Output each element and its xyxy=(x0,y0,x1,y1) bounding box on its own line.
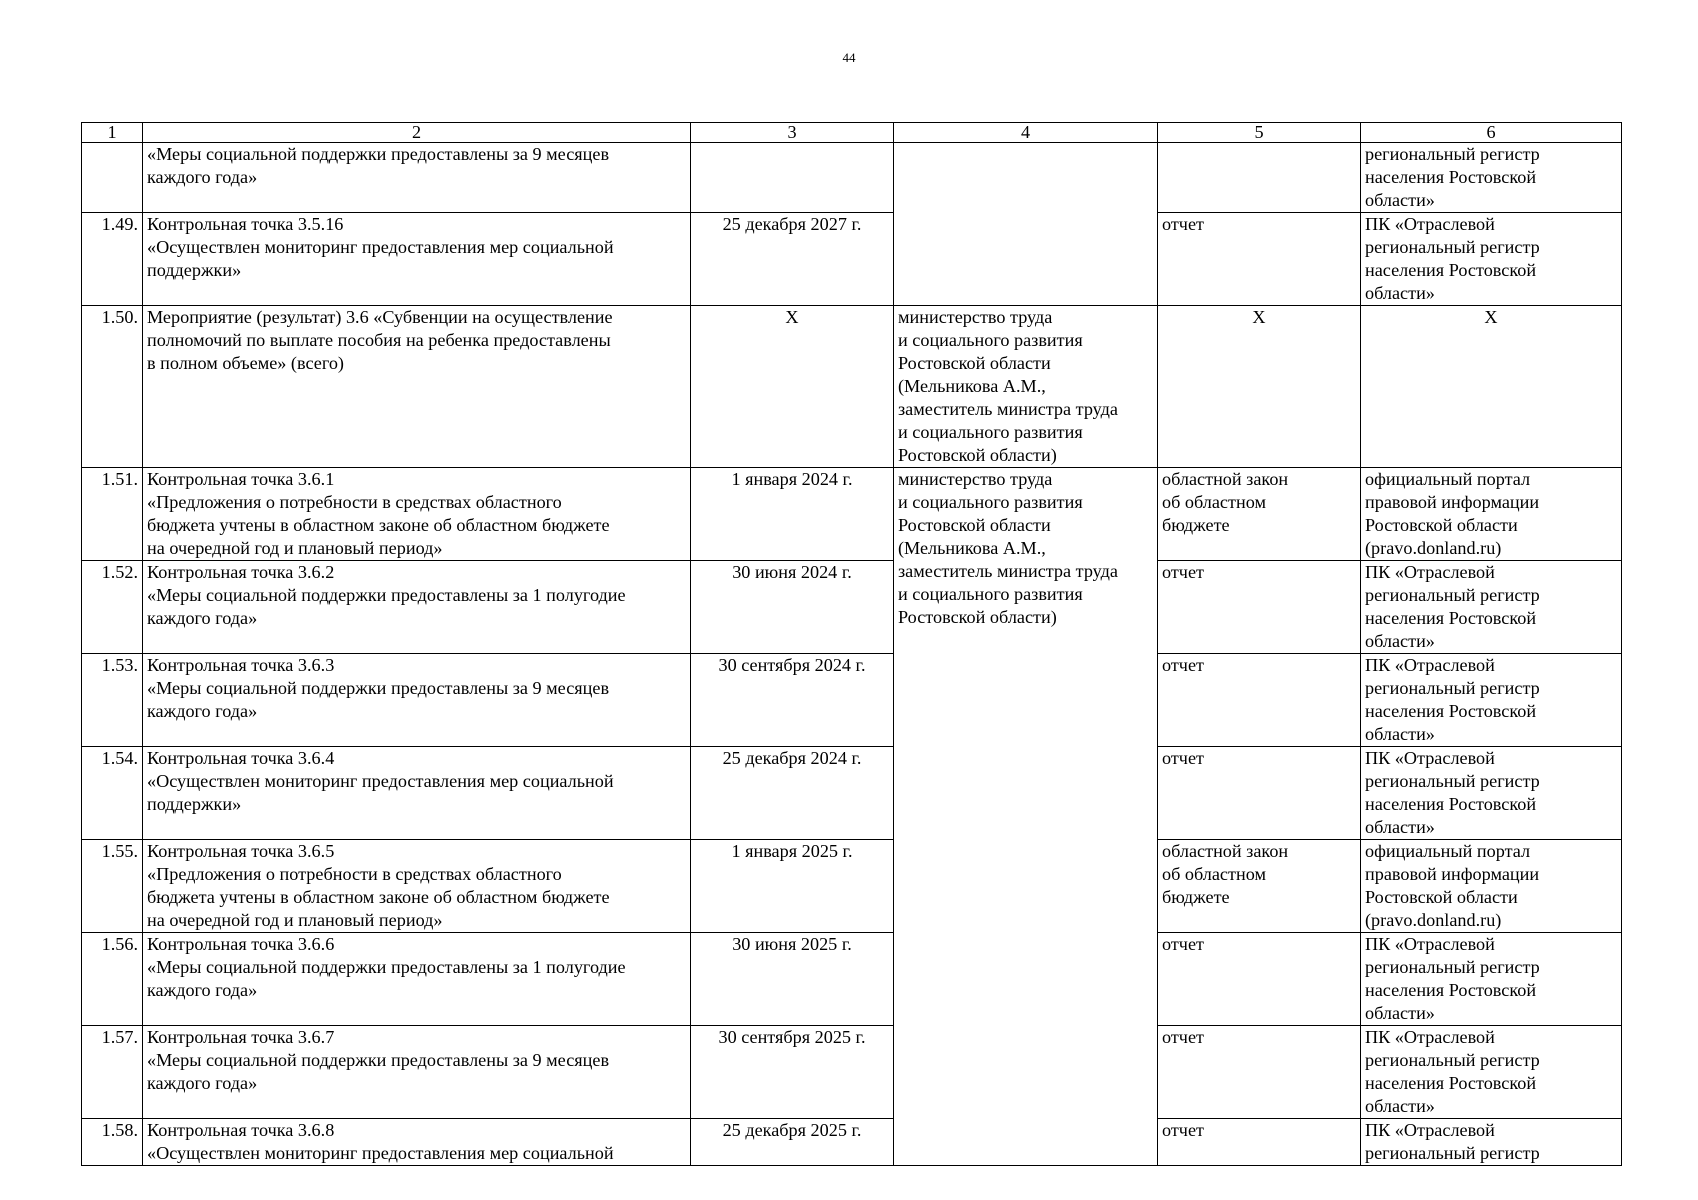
row-number-cell: 1.54. xyxy=(82,747,143,840)
table-row xyxy=(82,143,1622,213)
table-row xyxy=(82,213,1622,306)
column-header: 5 xyxy=(1158,123,1361,143)
document-cell: областной закон об областном бюджете xyxy=(1158,468,1361,561)
source-cell: ПК «Отраслевой региональный регистр населения Ростовской области» xyxy=(1361,561,1622,654)
row-number-cell xyxy=(82,143,143,213)
table-row xyxy=(82,840,1622,933)
table-header-row xyxy=(82,123,1622,143)
document-cell: X xyxy=(1158,306,1361,468)
source-cell: ПК «Отраслевой региональный регистр xyxy=(1361,1119,1622,1166)
event-name-cell: Контрольная точка 3.6.4 «Осуществлен мониторинг предоставления мер социальной поддержки» xyxy=(143,747,691,840)
column-header: 3 xyxy=(691,123,894,143)
responsible-cell xyxy=(894,143,1158,306)
document-cell: отчет xyxy=(1158,561,1361,654)
source-cell: официальный портал правовой информации Ростовской области (pravo.donland.ru) xyxy=(1361,468,1622,561)
row-number-cell: 1.57. xyxy=(82,1026,143,1119)
column-header: 6 xyxy=(1361,123,1622,143)
responsible-cell: министерство труда и социального развития Ростовской области (Мельникова А.М., заместитель министра труда и социального развития Ростовской области) xyxy=(894,306,1158,468)
row-number-cell: 1.51. xyxy=(82,468,143,561)
event-name-cell: Контрольная точка 3.6.2 «Меры социальной поддержки предоставлены за 1 полугодие каждого года» xyxy=(143,561,691,654)
document-cell xyxy=(1158,143,1361,213)
row-number-cell: 1.56. xyxy=(82,933,143,1026)
date-cell: 25 декабря 2025 г. xyxy=(691,1119,894,1166)
source-cell: ПК «Отраслевой региональный регистр населения Ростовской области» xyxy=(1361,213,1622,306)
date-cell: 30 сентября 2024 г. xyxy=(691,654,894,747)
event-name-cell: Контрольная точка 3.6.3 «Меры социальной поддержки предоставлены за 9 месяцев каждого года» xyxy=(143,654,691,747)
document-cell: отчет xyxy=(1158,1119,1361,1166)
event-name-cell: «Меры социальной поддержки предоставлены за 9 месяцев каждого года» xyxy=(143,143,691,213)
row-number-cell: 1.55. xyxy=(82,840,143,933)
table-row xyxy=(82,933,1622,1026)
table-row xyxy=(82,561,1622,654)
source-cell: официальный портал правовой информации Ростовской области (pravo.donland.ru) xyxy=(1361,840,1622,933)
source-cell: ПК «Отраслевой региональный регистр населения Ростовской области» xyxy=(1361,747,1622,840)
source-cell: ПК «Отраслевой региональный регистр населения Ростовской области» xyxy=(1361,1026,1622,1119)
date-cell: 25 декабря 2027 г. xyxy=(691,213,894,306)
date-cell: 30 июня 2024 г. xyxy=(691,561,894,654)
column-header: 4 xyxy=(894,123,1158,143)
table-row xyxy=(82,747,1622,840)
date-cell: 1 января 2025 г. xyxy=(691,840,894,933)
document-cell: отчет xyxy=(1158,747,1361,840)
date-cell: 30 июня 2025 г. xyxy=(691,933,894,1026)
event-name-cell: Контрольная точка 3.5.16 «Осуществлен мониторинг предоставления мер социальной поддержки» xyxy=(143,213,691,306)
date-cell xyxy=(691,143,894,213)
document-cell: отчет xyxy=(1158,213,1361,306)
table-row xyxy=(82,654,1622,747)
source-cell: ПК «Отраслевой региональный регистр населения Ростовской области» xyxy=(1361,654,1622,747)
document-cell: отчет xyxy=(1158,1026,1361,1119)
event-name-cell: Контрольная точка 3.6.1 «Предложения о потребности в средствах областного бюджета учтены в областном законе об областном бюджете на очередной год и плановый период» xyxy=(143,468,691,561)
event-name-cell: Контрольная точка 3.6.8 «Осуществлен мониторинг предоставления мер социальной xyxy=(143,1119,691,1166)
page-number: 44 xyxy=(842,50,856,65)
column-header: 1 xyxy=(82,123,143,143)
document-cell: отчет xyxy=(1158,933,1361,1026)
event-name-cell: Контрольная точка 3.6.6 «Меры социальной поддержки предоставлены за 1 полугодие каждого года» xyxy=(143,933,691,1026)
table-row xyxy=(82,1026,1622,1119)
row-number-cell: 1.53. xyxy=(82,654,143,747)
table-row xyxy=(82,306,1622,468)
date-cell: 1 января 2024 г. xyxy=(691,468,894,561)
source-cell: региональный регистр населения Ростовской области» xyxy=(1361,143,1622,213)
responsible-cell: министерство труда и социального развития Ростовской области (Мельникова А.М., заместитель министра труда и социального развития Ростовской области) xyxy=(894,468,1158,1166)
column-header: 2 xyxy=(143,123,691,143)
document-cell: областной закон об областном бюджете xyxy=(1158,840,1361,933)
table-row xyxy=(82,1119,1622,1166)
source-cell: X xyxy=(1361,306,1622,468)
row-number-cell: 1.50. xyxy=(82,306,143,468)
row-number-cell: 1.58. xyxy=(82,1119,143,1166)
event-name-cell: Контрольная точка 3.6.5 «Предложения о потребности в средствах областного бюджета учтены в областном законе об областном бюджете на очередной год и плановый период» xyxy=(143,840,691,933)
event-name-cell: Мероприятие (результат) 3.6 «Субвенции на осуществление полномочий по выплате пособия на ребенка предоставлены в полном объеме» (всего) xyxy=(143,306,691,468)
date-cell: X xyxy=(691,306,894,468)
document-cell: отчет xyxy=(1158,654,1361,747)
date-cell: 25 декабря 2024 г. xyxy=(691,747,894,840)
event-name-cell: Контрольная точка 3.6.7 «Меры социальной поддержки предоставлены за 9 месяцев каждого года» xyxy=(143,1026,691,1119)
date-cell: 30 сентября 2025 г. xyxy=(691,1026,894,1119)
source-cell: ПК «Отраслевой региональный регистр населения Ростовской области» xyxy=(1361,933,1622,1026)
row-number-cell: 1.52. xyxy=(82,561,143,654)
row-number-cell: 1.49. xyxy=(82,213,143,306)
table-row xyxy=(82,468,1622,561)
schedule-table xyxy=(81,122,1622,1166)
